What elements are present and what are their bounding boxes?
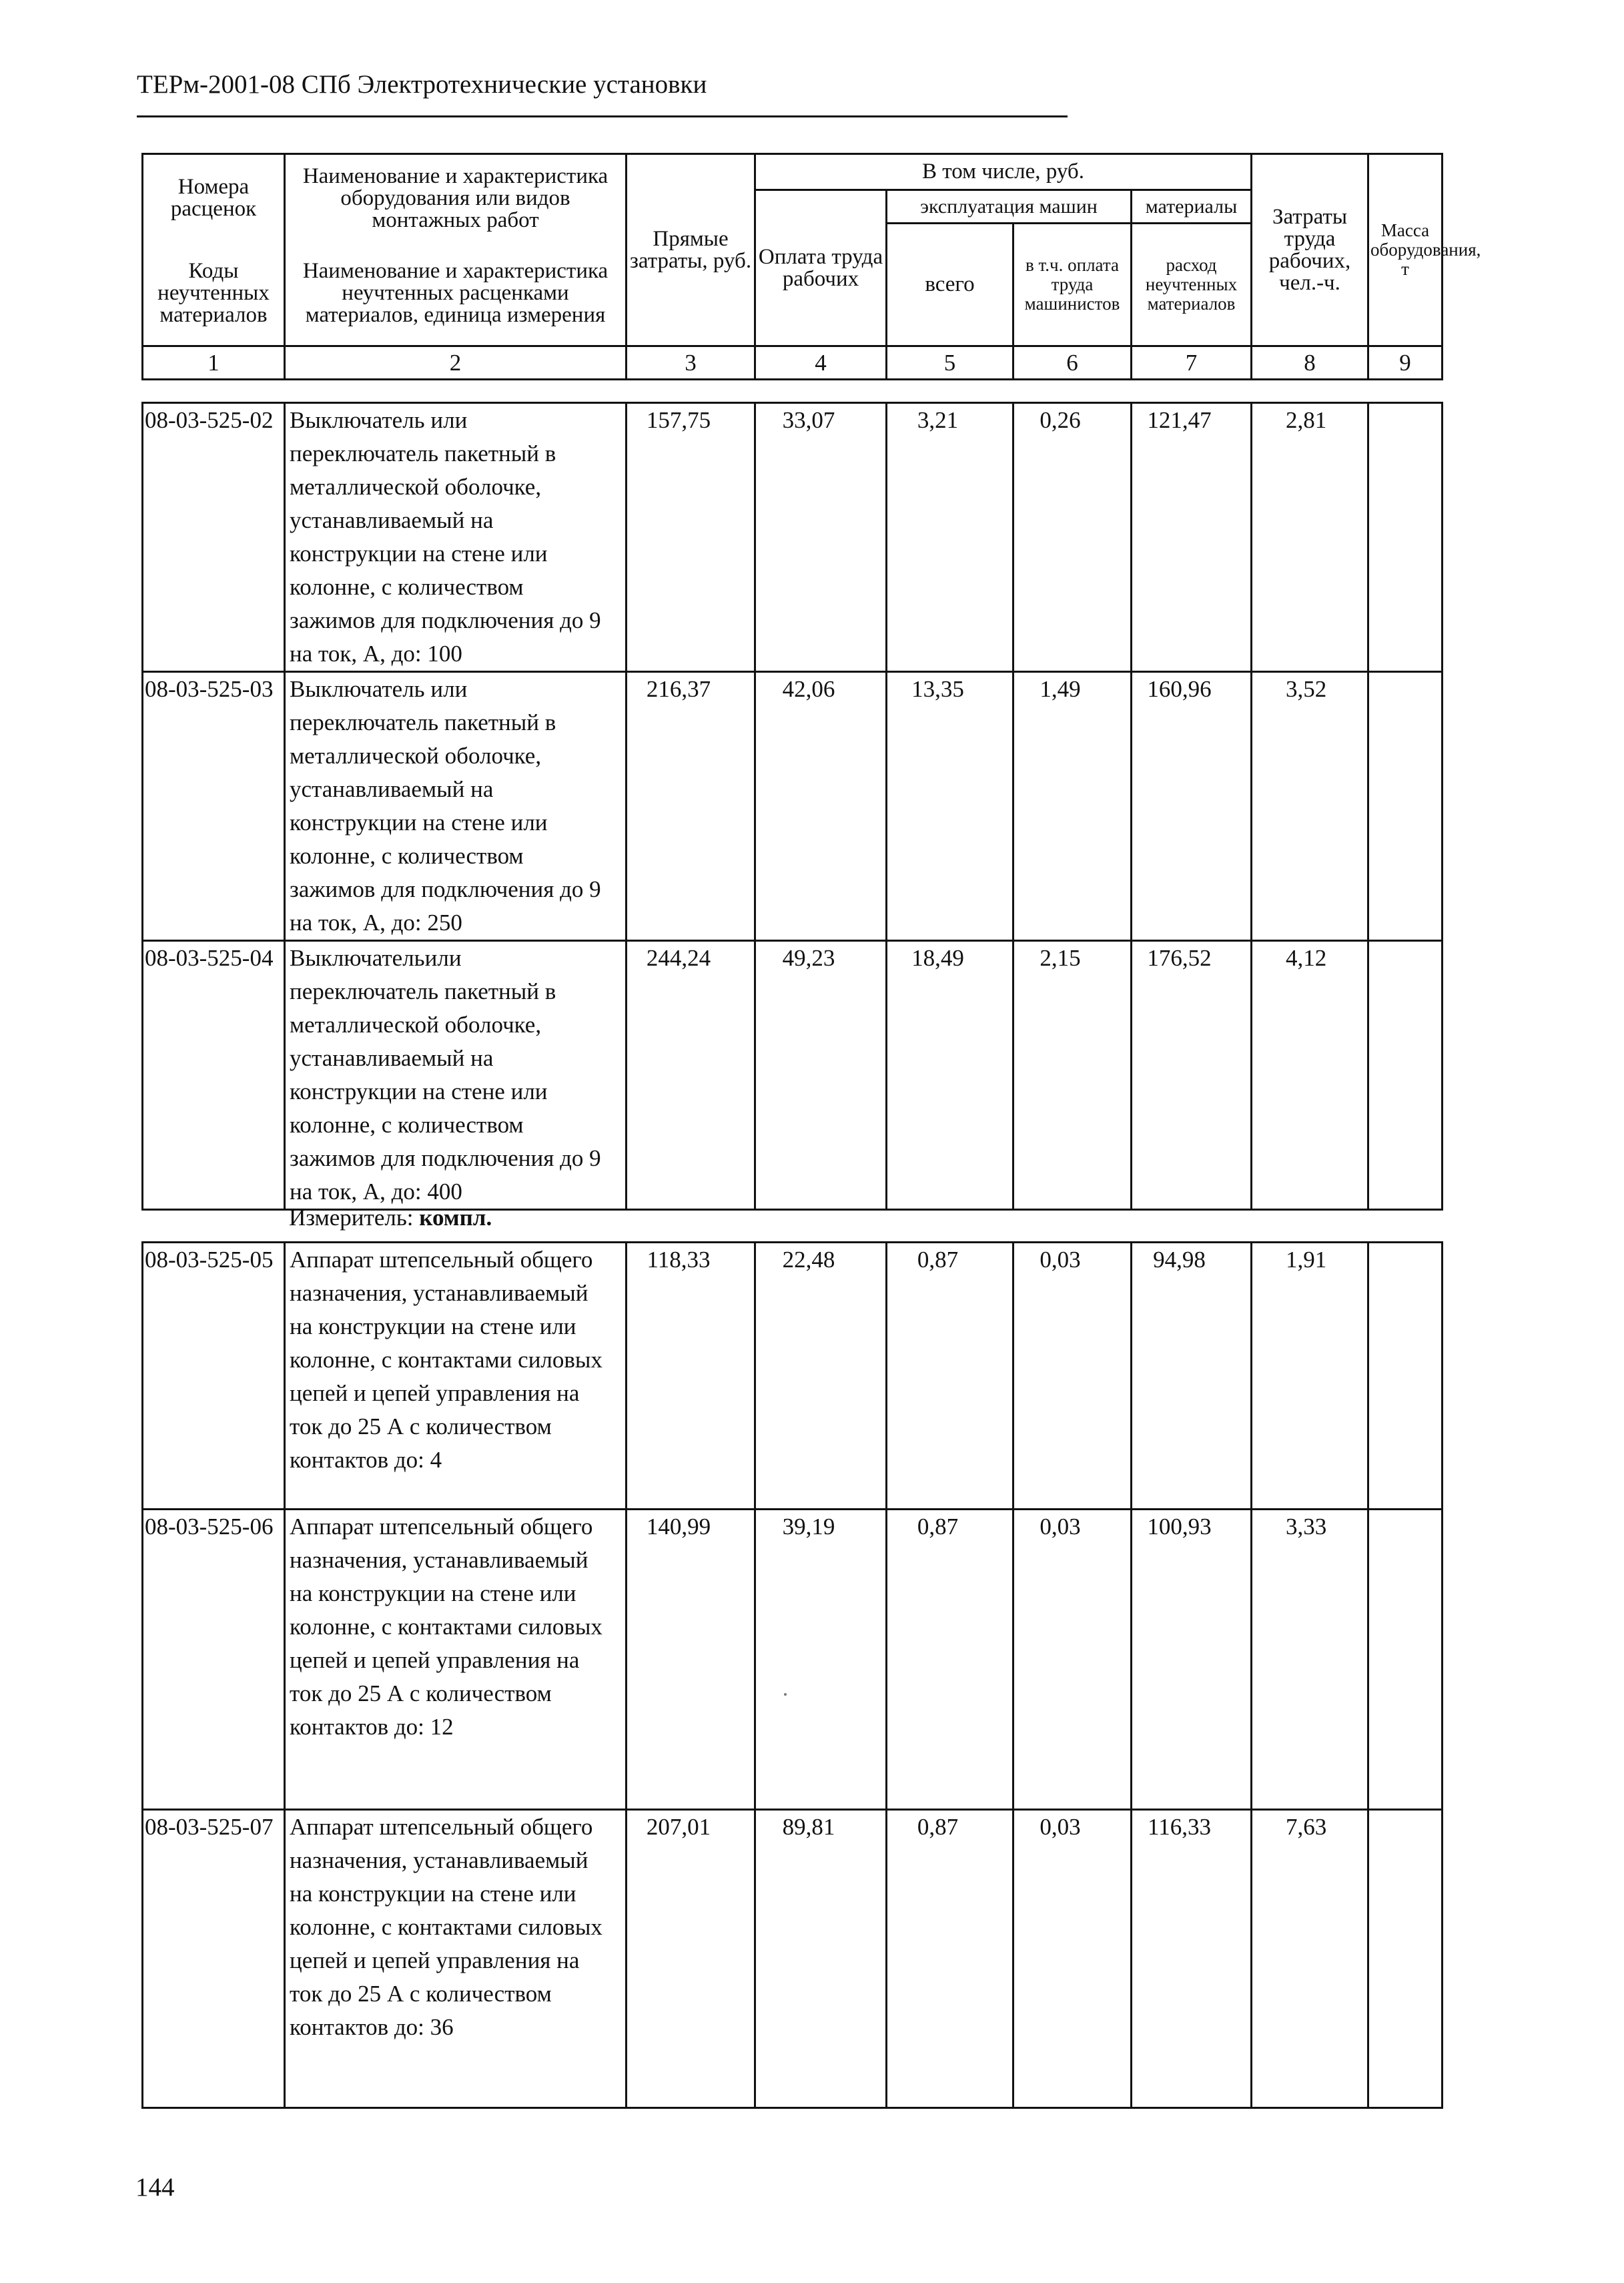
labor-pay: 42,06 (755, 672, 887, 941)
hdr-num: 3 (627, 346, 755, 380)
hdr-col2-bottom: Наименование и характеристика неучтенных расценками материалов, единица измерения (285, 242, 627, 346)
description-line: Выключатель или (290, 676, 468, 702)
labor-hours: 4,12 (1252, 941, 1368, 1210)
rates-table-sockets (141, 1241, 1443, 2109)
materials-usage: 116,33 (1132, 1810, 1252, 2108)
description-line: ток до 25 А с количеством (290, 1680, 552, 1706)
rates-table-switches (141, 402, 1443, 1211)
equipment-mass (1368, 1810, 1443, 2108)
description-line: конструкции на стене или (290, 541, 548, 567)
table-header (141, 153, 1481, 380)
table-row (143, 403, 1443, 672)
description-line: колонне, с количеством (290, 574, 524, 600)
hdr-col1-bottom: Коды неучтенных материалов (143, 242, 285, 346)
description-line: Выключательили (290, 945, 462, 971)
rate-description (285, 1510, 627, 1810)
hdr-operators-pay: в т.ч. оплата труда машинистов (1013, 224, 1132, 346)
hdr-materials: материалы (1132, 190, 1252, 224)
direct-costs: 118,33 (627, 1243, 755, 1510)
description-line: колонне, с количеством (290, 843, 524, 869)
description-line: назначения, устанавливаемый (290, 1280, 588, 1306)
operators-pay: 0,03 (1013, 1510, 1132, 1810)
table-row (143, 1810, 1443, 2108)
rate-code: 08-03-525-04 (143, 941, 285, 1210)
description-line: зажимов для подключения до 9 (290, 876, 601, 902)
machines-total: 0,87 (887, 1810, 1013, 2108)
hdr-direct-costs: Прямые затраты, руб. (627, 154, 755, 346)
materials-usage: 94,98 (1132, 1243, 1252, 1510)
labor-hours: 3,52 (1252, 672, 1368, 941)
hdr-num: 7 (1132, 346, 1252, 380)
description-line: Выключатель или (290, 407, 468, 433)
description-line: колонне, с контактами силовых (290, 1914, 602, 1940)
machines-total: 3,21 (887, 403, 1013, 672)
description-line: назначения, устанавливаемый (290, 1547, 588, 1573)
rate-description (285, 1243, 627, 1510)
equipment-mass (1368, 1510, 1443, 1810)
hdr-num: 6 (1013, 346, 1132, 380)
rate-description (285, 941, 627, 1210)
description-line: устанавливаемый на (290, 776, 494, 802)
equipment-mass (1368, 403, 1443, 672)
direct-costs: 140,99 (627, 1510, 755, 1810)
description-line: металлической оболочке, (290, 474, 542, 500)
description-line: цепей и цепей управления на (290, 1647, 580, 1673)
equipment-mass (1368, 672, 1443, 941)
description-line: колонне, с контактами силовых (290, 1347, 602, 1373)
hdr-num: 1 (143, 346, 285, 380)
labor-pay: 33,07 (755, 403, 887, 672)
description-line: металлической оболочке, (290, 1012, 542, 1038)
direct-costs: 244,24 (627, 941, 755, 1210)
labor-pay: 89,81 (755, 1810, 887, 2108)
description-line: назначения, устанавливаемый (290, 1847, 588, 1873)
hdr-num: 5 (887, 346, 1013, 380)
description-line: контактов до: 36 (290, 2014, 454, 2040)
rate-code: 08-03-525-02 (143, 403, 285, 672)
rate-description (285, 1810, 627, 2108)
description-line: цепей и цепей управления на (290, 1947, 580, 1973)
hdr-labor-pay: Оплата труда рабочих (755, 190, 887, 346)
unit-of-measure (289, 1205, 492, 1231)
materials-usage: 176,52 (1132, 941, 1252, 1210)
running-head: ТЕРм-2001-08 СПб Электротехнические установки (137, 70, 707, 99)
hdr-col1-top: Номера расценок (143, 154, 285, 242)
direct-costs: 207,01 (627, 1810, 755, 2108)
hdr-num: 4 (755, 346, 887, 380)
hdr-num: 8 (1252, 346, 1368, 380)
direct-costs: 216,37 (627, 672, 755, 941)
hdr-machines-total: всего (887, 224, 1013, 346)
description-line: переключатель пакетный в (290, 440, 556, 466)
description-line: устанавливаемый на (290, 507, 494, 533)
description-line: на ток, А, до: 100 (290, 641, 462, 667)
table-row (143, 1243, 1443, 1510)
machines-total: 0,87 (887, 1243, 1013, 1510)
description-line: зажимов для подключения до 9 (290, 607, 601, 633)
hdr-labor-hours: Затраты труда рабочих, чел.-ч. (1252, 154, 1368, 346)
hdr-group: В том числе, руб. (755, 154, 1252, 190)
labor-hours: 1,91 (1252, 1243, 1368, 1510)
rate-code: 08-03-525-03 (143, 672, 285, 941)
description-line: Аппарат штепсельный общего (290, 1247, 593, 1273)
labor-hours: 3,33 (1252, 1510, 1368, 1810)
description-line: контактов до: 12 (290, 1714, 454, 1740)
measure-unit: компл. (419, 1205, 492, 1231)
direct-costs: 157,75 (627, 403, 755, 672)
operators-pay: 0,03 (1013, 1243, 1132, 1510)
hdr-num: 2 (285, 346, 627, 380)
machines-total: 0,87 (887, 1510, 1013, 1810)
description-line: на конструкции на стене или (290, 1881, 576, 1907)
hdr-materials-usage: расход неучтенных материалов (1132, 224, 1252, 346)
description-line: конструкции на стене или (290, 1078, 548, 1104)
description-line: на конструкции на стене или (290, 1580, 576, 1606)
page-number: 144 (135, 2173, 175, 2202)
rate-description (285, 403, 627, 672)
labor-hours: 7,63 (1252, 1810, 1368, 2108)
hdr-num: 9 (1368, 346, 1443, 380)
labor-hours: 2,81 (1252, 403, 1368, 672)
equipment-mass (1368, 941, 1443, 1210)
description-line: на ток, А, до: 250 (290, 910, 462, 936)
description-line: на ток, А, до: 400 (290, 1179, 462, 1205)
rate-description (285, 672, 627, 941)
rate-code: 08-03-525-06 (143, 1510, 285, 1810)
description-line: контактов до: 4 (290, 1447, 442, 1473)
description-line: Аппарат штепсельный общего (290, 1814, 593, 1840)
description-line: зажимов для подключения до 9 (290, 1145, 601, 1171)
description-line: ток до 25 А с количеством (290, 1981, 552, 2007)
table-row (143, 941, 1443, 1210)
description-line: колонне, с количеством (290, 1112, 524, 1138)
description-line: цепей и цепей управления на (290, 1380, 580, 1406)
description-line: колонне, с контактами силовых (290, 1614, 602, 1640)
materials-usage: 100,93 (1132, 1510, 1252, 1810)
equipment-mass (1368, 1243, 1443, 1510)
materials-usage: 160,96 (1132, 672, 1252, 941)
operators-pay: 2,15 (1013, 941, 1132, 1210)
labor-pay: 39,19 (755, 1510, 887, 1810)
machines-total: 13,35 (887, 672, 1013, 941)
description-line: на конструкции на стене или (290, 1313, 576, 1339)
hdr-machines: эксплуатация машин (887, 190, 1132, 224)
labor-pay: 49,23 (755, 941, 887, 1210)
table-row (143, 672, 1443, 941)
hdr-mass: Масса оборудования, т (1368, 154, 1443, 346)
operators-pay: 0,03 (1013, 1810, 1132, 2108)
hdr-col2-top: Наименование и характеристика оборудования или видов монтажных работ (285, 154, 627, 242)
description-line: переключатель пакетный в (290, 978, 556, 1004)
description-line: конструкции на стене или (290, 809, 548, 836)
operators-pay: 0,26 (1013, 403, 1132, 672)
materials-usage: 121,47 (1132, 403, 1252, 672)
rate-code: 08-03-525-05 (143, 1243, 285, 1510)
rate-code: 08-03-525-07 (143, 1810, 285, 2108)
description-line: металлической оболочке, (290, 743, 542, 769)
measure-label: Измеритель: (289, 1205, 414, 1231)
description-line: устанавливаемый на (290, 1045, 494, 1071)
description-line: Аппарат штепсельный общего (290, 1514, 593, 1540)
machines-total: 18,49 (887, 941, 1013, 1210)
operators-pay: 1,49 (1013, 672, 1132, 941)
labor-pay: 22,48 (755, 1243, 887, 1510)
header-rule (137, 115, 1068, 117)
table-row (143, 1510, 1443, 1810)
description-line: ток до 25 А с количеством (290, 1413, 552, 1439)
description-line: переключатель пакетный в (290, 709, 556, 735)
scan-speck (784, 1693, 787, 1696)
